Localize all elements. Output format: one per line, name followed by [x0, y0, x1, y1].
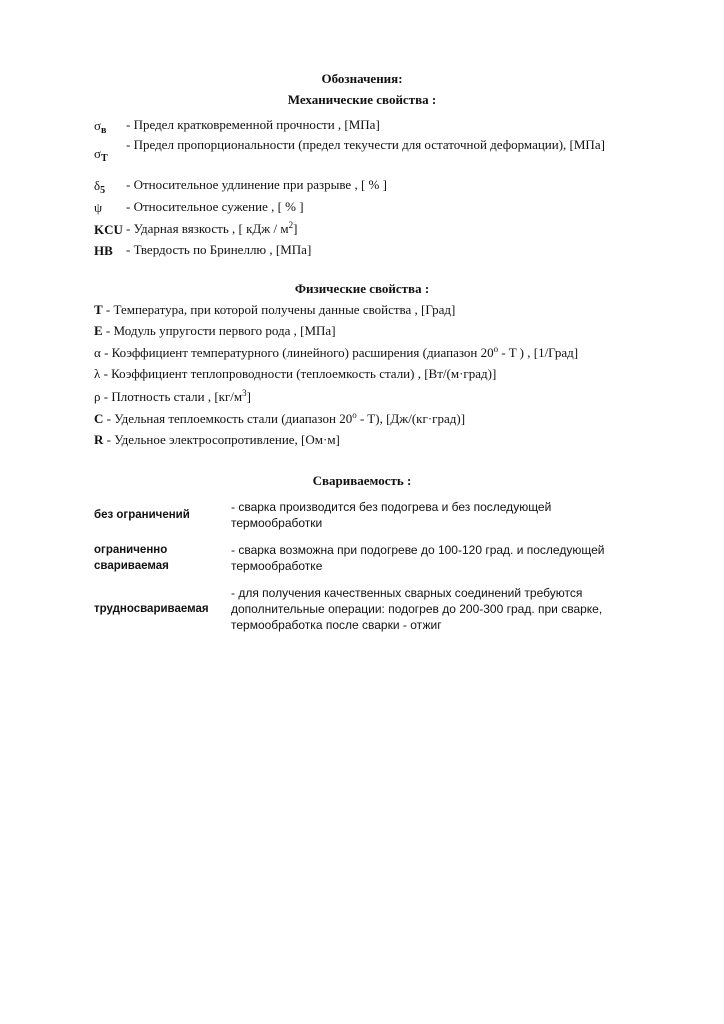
weld-desc-limited: - сварка возможна при подогреве до 100-120 град. и последующей термообработке: [231, 543, 605, 573]
weld-label-difficult: трудносвариваемая: [94, 603, 209, 615]
phys-symbol-rho: ρ: [94, 389, 101, 404]
mech-desc-tensile-strength: - Предел кратковременной прочности , [МПа]: [126, 117, 380, 132]
designations-heading: Обозначения:: [321, 71, 403, 86]
mech-desc-impact-toughness: - Ударная вязкость , [ кДж / $м^2$]: [126, 220, 298, 236]
mech-symbol-delta-5: $\delta_5$: [94, 178, 106, 196]
phys-row-elastic-modulus: E - Модуль упругости первого рода , [МПа]: [94, 323, 336, 338]
mech-symbol-hb: HB: [94, 243, 113, 258]
mech-symbol-sigma-b: $\sigma_в$: [94, 118, 107, 136]
weld-label-limited-line2: свариваемая: [94, 560, 169, 572]
phys-symbol-c: C: [94, 411, 104, 426]
weld-label-unrestricted: без ограничений: [94, 509, 190, 521]
mech-symbol-sigma-t: $\sigma_T$: [94, 146, 108, 164]
phys-row-specific-heat: C - Удельная теплоемкость стали (диапазон 20$^o$ - T), [Дж/(кг·град)]: [94, 410, 466, 426]
mech-desc-proportional-limit: - Предел пропорциональности (предел текучести для остаточной деформации), [МПа]: [126, 137, 605, 152]
mechanical-properties-heading: Механические свойства :: [287, 92, 437, 107]
phys-row-temperature: T - Температура, при которой получены данные свойства , [Град]: [94, 302, 456, 317]
mech-desc-elongation: - Относительное удлинение при разрыве , [ % ]: [126, 177, 387, 192]
phys-symbol-alpha: α: [94, 345, 101, 360]
phys-symbol-r: R: [94, 432, 104, 447]
physical-properties-heading: Физические свойства :: [294, 281, 430, 296]
phys-row-thermal-expansion: α - Коэффициент температурного (линейного) расширения (диапазон 20$^o$ - T ) , [1/Град]: [94, 344, 579, 360]
weld-label-limited-line1: ограниченно: [94, 544, 168, 556]
mech-symbol-kcu: KCU: [94, 222, 123, 237]
mech-desc-reduction-of-area: - Относительное сужение , [ % ]: [126, 199, 304, 214]
mech-symbol-psi: ψ: [94, 200, 103, 215]
phys-row-thermal-conductivity: λ - Коэффициент теплопроводности (теплоемкость стали) , [Вт/(м·град)]: [94, 366, 497, 381]
phys-symbol-t: T: [94, 302, 103, 317]
mech-desc-brinell-hardness: - Твердость по Бринеллю , [МПа]: [126, 242, 312, 257]
weld-desc-unrestricted: - сварка производится без подогрева и без последующей термообработки: [231, 500, 552, 530]
phys-symbol-lambda: λ: [94, 366, 101, 381]
phys-row-resistivity: R - Удельное электросопротивление, [Ом·м]: [94, 432, 340, 447]
phys-row-density: ρ - Плотность стали , $[кг/м^3]$: [94, 388, 251, 404]
weldability-heading: Свариваемость :: [312, 473, 412, 488]
weld-desc-difficult: - для получения качественных сварных соединений требуются дополнительные операции: подогрев до 200-300 град. при сварке, термообработка после сварки - отжиг: [231, 586, 603, 632]
phys-symbol-e: E: [94, 323, 103, 338]
